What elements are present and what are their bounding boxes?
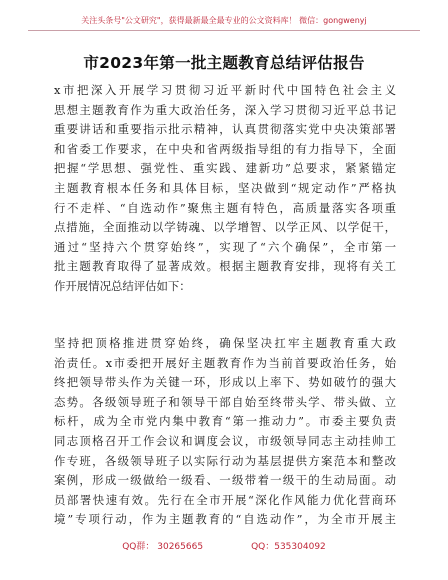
paragraph-line: 点措施，全面推动以学铸魂、以学增智、以学正风、以学促干， [54,220,396,235]
paragraph-line: 坚持把顶格推进贯穿始终，确保坚决扛牢主题教育重大政 [54,336,396,350]
paragraph-line: 治责任。x市委把开展好主题教育作为当前首要政治任务，始 [54,355,396,370]
paragraph-line: 主题教育根本任务和具体目标，坚决做到“规定动作”严格执 [54,180,396,195]
paragraph-line: x市把深入开展学习贯彻习近平新时代中国特色社会主义 [54,83,396,97]
paragraph-line: 境”专项行动，作为主题教育的“自选动作”，为全市开展主 [54,512,396,527]
paragraph-line: 通过“坚持六个贯穿始终”，实现了“六个确保”，全市第一 [54,239,396,254]
paragraph-line: 作开展情况总结评估如下： [54,278,191,293]
paragraph-line: 案例，形成一级做给一级看、一级带着一级干的生动局面。动 [54,473,396,488]
paragraph-line: 行不走样、“自选动作”聚焦主题有特色，高质量落实各项重 [54,200,396,215]
header-banner: 关注头条号"公文研究"，获得最新最全最专业的公文资料库！ 微信：gongwenyj [28,14,420,31]
paragraph-line: 态势。各级领导班子和领导干部自始至终带头学、带头做、立 [54,394,396,409]
paragraph-line: 作专班，各级领导班子以实际行动为基层提供方案范本和整改 [54,453,396,468]
paragraph-line: 思想主题教育作为重大政治任务，深入学习贯彻习近平总书记 [54,102,396,117]
footer-qq: QQ：535304092 [251,542,326,552]
paragraph-line: 标杆，成为全市党内集中教育“第一推动力”。市委主要负责 [54,414,396,429]
paragraph-line: 同志顶格召开工作会议和调度会议，市级领导同志主动挂帅工 [54,433,396,448]
paragraph-1 [54,81,396,297]
paragraph-line: 终把领导带头作为关键一环，形成以上率下、势如破竹的强大 [54,375,396,390]
paragraph-2 [54,334,396,530]
footer-qq-group: QQ群： 30265665 [122,542,204,552]
document-title: 市2023年第一批主题教育总结评估报告 [83,54,365,72]
paragraph-line: 把握“学思想、强党性、重实践、建新功”总要求，紧紧锚定 [54,161,396,176]
paragraph-line: 和省委工作要求，在中央和省两级指导组的有力指导下，全面 [54,141,396,156]
paragraph-line: 重要讲话和重要指示批示精神，认真贯彻落实党中央决策部署 [54,122,396,137]
footer-contact [0,540,448,554]
paragraph-line: 员部署快速有效。先行在全市开展“深化作风能力优化营商环 [54,492,396,507]
paragraph-line: 批主题教育取得了显著成效。根据主题教育安排，现将有关工 [54,259,396,274]
